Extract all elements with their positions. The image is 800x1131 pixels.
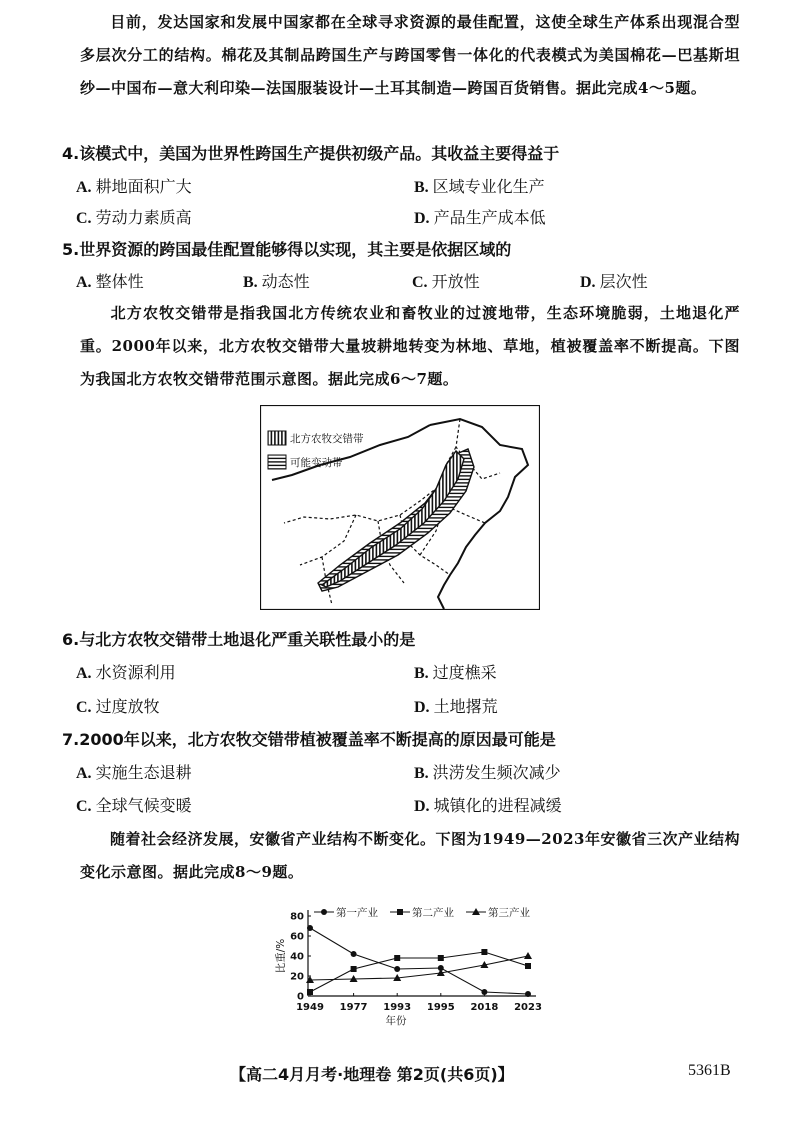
question-4-option-d[interactable] <box>414 206 546 231</box>
farming-pastoral-map <box>260 405 540 610</box>
option-label: A. <box>76 274 92 291</box>
question-7-option-c[interactable] <box>76 794 192 819</box>
y-tick-label: 80 <box>290 911 304 923</box>
option-label: A. <box>76 179 92 196</box>
question-7-option-b[interactable] <box>414 761 561 786</box>
option-text: 城镇化的进程减缓 <box>433 796 562 815</box>
x-axis-label: 年份 <box>385 1015 407 1027</box>
x-tick-label: 1995 <box>426 1002 455 1013</box>
legend-swatch-change <box>268 455 286 469</box>
data-point-series-2 <box>351 966 357 972</box>
question-4-option-c[interactable] <box>76 206 192 231</box>
option-label: D. <box>580 274 596 291</box>
data-point-series-2 <box>481 949 487 955</box>
passage-8-9-text: 随着社会经济发展，安徽省产业结构不断变化。下图为1949—2023年安徽省三次产业结构变化示意图。据此完成8～9题。 <box>80 830 740 881</box>
option-label: D. <box>414 699 430 716</box>
data-point-series-2 <box>307 989 313 995</box>
question-6-stem: 6.与北方农牧交错带土地退化严重关联性最小的是 <box>62 630 416 649</box>
legend-label-farming: 北方农牧交错带 <box>290 433 364 445</box>
option-text: 全球气候变暖 <box>95 796 192 815</box>
question-5-option-c[interactable] <box>412 270 480 295</box>
data-point-series-1 <box>307 925 313 931</box>
legend-marker <box>397 909 403 915</box>
option-label: C. <box>76 210 92 227</box>
option-text: 水资源利用 <box>95 663 176 682</box>
option-label: A. <box>76 665 92 682</box>
option-label: D. <box>414 798 430 815</box>
option-label: A. <box>76 765 92 782</box>
option-label: B. <box>414 179 429 196</box>
y-tick-label: 0 <box>297 991 304 1003</box>
option-text: 开放性 <box>431 272 480 291</box>
option-text: 劳动力素质高 <box>95 208 192 227</box>
question-6-option-d[interactable] <box>414 695 498 720</box>
passage-8-9 <box>80 823 740 889</box>
x-tick-label: 2023 <box>514 1002 542 1013</box>
data-point-series-1 <box>481 989 487 995</box>
passage-4-5 <box>80 6 740 105</box>
option-text: 耕地面积广大 <box>95 177 192 196</box>
legend-marker <box>321 909 327 915</box>
legend-label: 第三产业 <box>488 907 530 919</box>
option-text: 实施生态退耕 <box>95 763 192 782</box>
option-text: 过度樵采 <box>432 663 497 682</box>
option-text: 土地撂荒 <box>433 697 498 716</box>
question-5-stem: 5.世界资源的跨国最佳配置能够得以实现，其主要是依据区域的 <box>62 240 512 259</box>
option-label: B. <box>243 274 258 291</box>
y-axis-label: 比重/% <box>275 938 287 974</box>
option-label: B. <box>414 665 429 682</box>
data-point-series-2 <box>525 963 531 969</box>
option-text: 洪涝发生频次减少 <box>432 763 561 782</box>
option-label: C. <box>76 699 92 716</box>
option-label: C. <box>76 798 92 815</box>
option-text: 整体性 <box>95 272 144 291</box>
option-text: 层次性 <box>599 272 648 291</box>
legend-swatch-farming <box>268 431 286 445</box>
data-point-series-1 <box>351 951 357 957</box>
y-tick-label: 40 <box>290 951 304 963</box>
y-tick-label: 60 <box>290 931 304 943</box>
option-text: 区域专业化生产 <box>432 177 545 196</box>
passage-6-7 <box>80 297 740 396</box>
x-tick-label: 1949 <box>296 1002 324 1013</box>
question-7-option-d[interactable] <box>414 794 562 819</box>
question-4-option-b[interactable] <box>414 175 545 200</box>
option-label: D. <box>414 210 430 227</box>
data-point-series-2 <box>394 955 400 961</box>
x-tick-label: 1993 <box>383 1002 412 1013</box>
question-7-option-a[interactable] <box>76 761 192 786</box>
legend-label: 第一产业 <box>336 907 378 919</box>
industry-structure-chart <box>250 900 550 1040</box>
option-label: B. <box>414 765 429 782</box>
data-point-series-1 <box>394 966 400 972</box>
x-tick-label: 2018 <box>470 1002 499 1013</box>
y-tick-label: 20 <box>290 971 304 983</box>
option-text: 产品生产成本低 <box>433 208 546 227</box>
data-point-series-2 <box>438 955 444 961</box>
option-text: 过度放牧 <box>95 697 160 716</box>
passage-4-5-text: 目前，发达国家和发展中国家都在全球寻求资源的最佳配置，这使全球生产体系出现混合型多层次分工的结构。棉花及其制品跨国生产与跨国零售一体化的代表模式为美国棉花—巴基斯坦纱—中国布—意大利印染—法国服装设计—土耳其制造—跨国百货销售。据此完成4～5题。 <box>80 13 740 97</box>
series-line-2 <box>310 952 528 992</box>
question-6-option-a[interactable] <box>76 661 176 686</box>
question-6-option-b[interactable] <box>414 661 497 686</box>
question-5-option-b[interactable] <box>243 270 310 295</box>
question-6-option-c[interactable] <box>76 695 160 720</box>
question-5-option-a[interactable] <box>76 270 144 295</box>
passage-6-7-text: 北方农牧交错带是指我国北方传统农业和畜牧业的过渡地带，生态环境脆弱，土地退化严重。2000年以来，北方农牧交错带大量坡耕地转变为林地、草地，植被覆盖率不断提高。下图为我国北方农牧交错带范围示意图。据此完成6～7题。 <box>80 304 740 388</box>
legend-label-change: 可能变动带 <box>290 457 343 469</box>
data-point-series-1 <box>525 991 531 997</box>
data-point-series-3 <box>524 952 532 959</box>
question-5-option-d[interactable] <box>580 270 648 295</box>
question-4-stem: 4.该模式中，美国为世界性跨国生产提供初级产品。其收益主要得益于 <box>62 144 560 163</box>
paper-code: 5361B <box>688 1062 731 1079</box>
x-tick-label: 1977 <box>339 1002 368 1013</box>
legend-label: 第二产业 <box>412 907 454 919</box>
option-label: C. <box>412 274 428 291</box>
series-line-1 <box>310 928 528 994</box>
question-4-option-a[interactable] <box>76 175 192 200</box>
question-7-stem: 7.2000年以来，北方农牧交错带植被覆盖率不断提高的原因最可能是 <box>62 730 556 749</box>
page-footer: 【高二4月月考·地理卷 第2页(共6页)】 <box>230 1065 514 1084</box>
option-text: 动态性 <box>261 272 310 291</box>
